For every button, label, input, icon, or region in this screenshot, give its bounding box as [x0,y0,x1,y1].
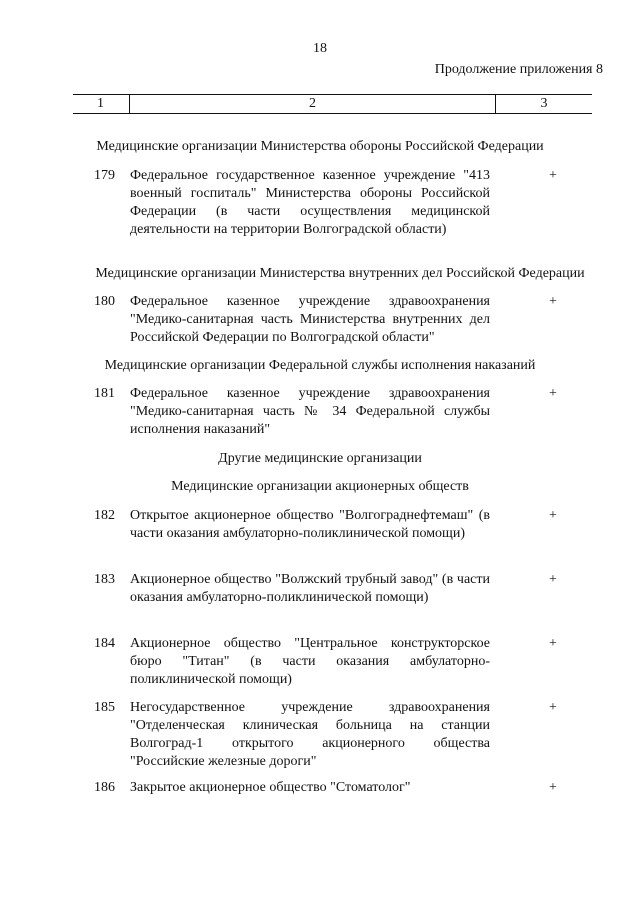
section-heading-internal-affairs: Медицинские организации Министерства внутренних дел Российской Федерации [95,266,585,281]
column-header-3: 3 [540,96,548,111]
row-number: 185 [94,700,115,715]
row-number: 184 [94,636,115,651]
row-number: 180 [94,294,115,309]
participation-mark: + [549,386,557,401]
organization-name: Негосударственное учреждение здравоохранения "Отделенческая клиническая больница на станции Волгоград-1 открытого акционерного общества "Российские железные дороги" [130,700,490,769]
participation-mark: + [549,168,557,183]
participation-mark: + [549,572,557,587]
section-heading-other: Другие медицинские организации [218,451,422,466]
organization-name: Открытое акционерное общество "Волгограднефтемаш" (в части оказания амбулаторно-поликлинической помощи) [130,508,490,541]
organization-name: Федеральное государственное казенное учреждение "413 военный госпиталь" Министерства обороны Российской Федерации (в части осуществления медицинской деятельности на территории Волгоградской области) [130,168,490,237]
section-heading-defense: Медицинские организации Министерства обороны Российской Федерации [96,139,544,154]
organization-name: Акционерное общество "Волжский трубный завод" (в части оказания амбулаторно-поликлинической помощи) [130,572,490,605]
subsection-heading-joint-stock: Медицинские организации акционерных обществ [171,479,469,494]
participation-mark: + [549,700,557,715]
column-header-2: 2 [129,95,496,113]
organization-name: Федеральное казенное учреждение здравоохранения "Медико-санитарная часть № 34 Федеральной службы исполнения наказаний" [130,386,490,437]
row-number: 186 [94,780,115,795]
page-number: 18 [313,41,327,56]
row-number: 181 [94,386,115,401]
row-number: 182 [94,508,115,523]
participation-mark: + [549,636,557,651]
row-number: 183 [94,572,115,587]
participation-mark: + [549,294,557,309]
participation-mark: + [549,780,557,795]
organization-name: Закрытое акционерное общество "Стоматолог" [130,780,411,795]
participation-mark: + [549,508,557,523]
table-column-header-row [73,94,592,114]
organization-name: Акционерное общество "Центральное конструкторское бюро "Титан" (в части оказания амбулаторно-поликлинической помощи) [130,636,490,687]
organization-name: Федеральное казенное учреждение здравоохранения "Медико-санитарная часть Министерства внутренних дел Российской Федерации по Волгоградской области" [130,294,490,345]
appendix-label: Продолжение приложения 8 [434,62,603,77]
column-header-1: 1 [97,96,104,111]
row-number: 179 [94,168,115,183]
section-heading-penitentiary: Медицинские организации Федеральной службы исполнения наказаний [104,358,536,373]
